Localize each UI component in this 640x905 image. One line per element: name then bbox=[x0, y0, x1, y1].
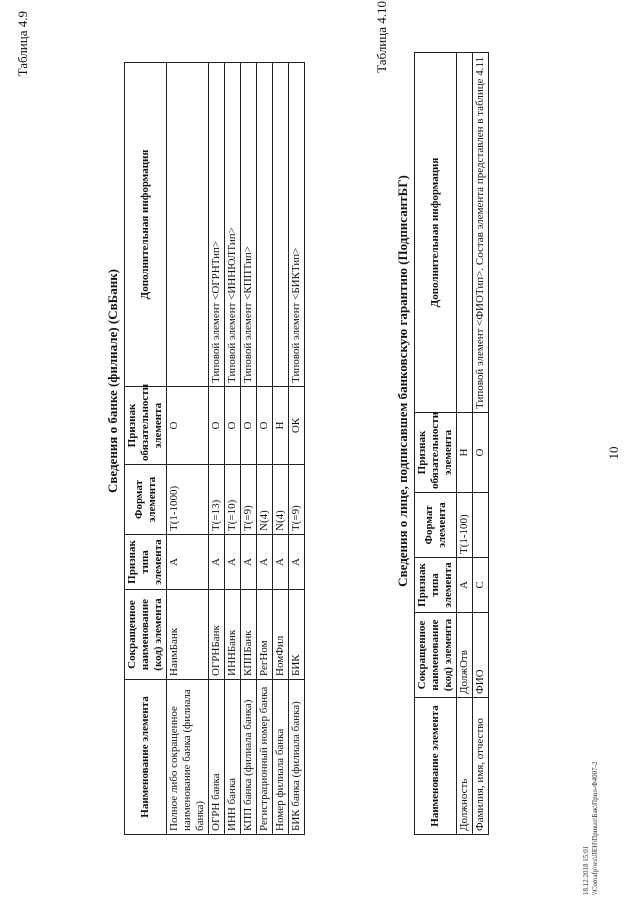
cell-code: КППБанк bbox=[241, 590, 257, 680]
header-cell: Дополнительная информация bbox=[125, 63, 167, 387]
footnote-path: \\Comafp\ws\ЛЕН\Приказ\Бак\Прил-Ф4007-2 bbox=[591, 761, 599, 895]
cell-code: НомФил bbox=[273, 590, 289, 680]
table-row bbox=[289, 63, 305, 835]
table-4-9-label: Таблица 4.9 bbox=[15, 11, 30, 77]
cell-format: N(4) bbox=[257, 465, 273, 535]
cell-info: Типовой элемент <ОГРНТип> bbox=[209, 63, 225, 387]
table-row bbox=[167, 63, 209, 835]
cell-code: РегНом bbox=[257, 590, 273, 680]
cell-name: Фамилия, имя, отчество bbox=[473, 698, 489, 835]
cell-code: НаимБанк bbox=[167, 590, 209, 680]
table-row bbox=[209, 63, 225, 835]
table-4-10-caption: Сведения о лице, подписавшем банковскую гарантию (ПодписантБГ) bbox=[395, 175, 410, 587]
cell-required: Н bbox=[273, 387, 289, 465]
header-cell: Сокращенное наименование (код) элемента bbox=[415, 613, 457, 698]
cell-code: БИК bbox=[289, 590, 305, 680]
cell-info bbox=[167, 63, 209, 387]
cell-required: О bbox=[225, 387, 241, 465]
cell-type: А bbox=[241, 535, 257, 590]
header-cell: Дополнительная информация bbox=[415, 53, 457, 413]
cell-code: ДолжОтв bbox=[457, 613, 473, 698]
table-4-9-caption: Сведения о банке (филиале) (СвБанк) bbox=[105, 268, 120, 494]
cell-format: T(=10) bbox=[225, 465, 241, 535]
cell-format: T(1-1000) bbox=[167, 465, 209, 535]
header-cell: Признак типа элемента bbox=[125, 535, 167, 590]
cell-code: ФИО bbox=[473, 613, 489, 698]
cell-required: О bbox=[209, 387, 225, 465]
cell-type: С bbox=[473, 558, 489, 613]
cell-name: Полное либо сокращенное наименование банка (филиала банка) bbox=[167, 680, 209, 835]
cell-info bbox=[273, 63, 289, 387]
table-4-10 bbox=[414, 52, 489, 835]
cell-name: Регистрационный номер банка bbox=[257, 680, 273, 835]
cell-type: А bbox=[273, 535, 289, 590]
table-row bbox=[457, 53, 473, 835]
cell-info: Типовой элемент <ИННЮЛТип> bbox=[225, 63, 241, 387]
cell-name: Должность bbox=[457, 698, 473, 835]
footnote-timestamp: 18.12.2018 15:01 bbox=[582, 845, 590, 895]
cell-name: КПП банка (филиала банка) bbox=[241, 680, 257, 835]
cell-info: Типовой элемент <БИКТип> bbox=[289, 63, 305, 387]
cell-info: Типовой элемент <ФИОТип>. Состав элемента представлен в таблице 4.11 bbox=[473, 53, 489, 413]
header-cell: Сокращенное наименование (код) элемента bbox=[125, 590, 167, 680]
file-path-footnote bbox=[582, 761, 600, 895]
header-cell: Наименование элемента bbox=[125, 680, 167, 835]
table-header-row bbox=[125, 63, 167, 835]
cell-required: О bbox=[257, 387, 273, 465]
cell-type: А bbox=[209, 535, 225, 590]
cell-code: ОГРНБанк bbox=[209, 590, 225, 680]
cell-required: О bbox=[241, 387, 257, 465]
table-4-10-label: Таблица 4.10 bbox=[374, 1, 389, 73]
cell-info bbox=[257, 63, 273, 387]
page-number: 10 bbox=[606, 446, 621, 460]
header-cell: Формат элемента bbox=[125, 465, 167, 535]
cell-type: А bbox=[225, 535, 241, 590]
cell-format: N(4) bbox=[273, 465, 289, 535]
cell-code: ИННБанк bbox=[225, 590, 241, 680]
cell-required: ОК bbox=[289, 387, 305, 465]
cell-required: О bbox=[167, 387, 209, 465]
cell-format: T(=9) bbox=[289, 465, 305, 535]
cell-name: Номер филиала банка bbox=[273, 680, 289, 835]
table-row bbox=[257, 63, 273, 835]
table-row bbox=[241, 63, 257, 835]
cell-format: T(=13) bbox=[209, 465, 225, 535]
header-cell: Признак типа элемента bbox=[415, 558, 457, 613]
table-header-row bbox=[415, 53, 457, 835]
cell-format bbox=[473, 493, 489, 558]
header-cell: Формат элемента bbox=[415, 493, 457, 558]
table-row bbox=[225, 63, 241, 835]
cell-info: Типовой элемент <КППТип> bbox=[241, 63, 257, 387]
header-cell: Наименование элемента bbox=[415, 698, 457, 835]
cell-format: T(1-100) bbox=[457, 493, 473, 558]
cell-required: О bbox=[473, 413, 489, 493]
cell-type: А bbox=[289, 535, 305, 590]
cell-type: А bbox=[257, 535, 273, 590]
cell-name: ОГРН банка bbox=[209, 680, 225, 835]
table-row bbox=[473, 53, 489, 835]
cell-info bbox=[457, 53, 473, 413]
cell-type: А bbox=[457, 558, 473, 613]
cell-type: А bbox=[167, 535, 209, 590]
table-4-9 bbox=[124, 62, 305, 835]
cell-format: T(=9) bbox=[241, 465, 257, 535]
cell-name: ИНН банка bbox=[225, 680, 241, 835]
table-row bbox=[273, 63, 289, 835]
header-cell: Признак обязательности элемента bbox=[125, 387, 167, 465]
header-cell: Признак обязательности элемента bbox=[415, 413, 457, 493]
cell-name: БИК банка (филиала банка) bbox=[289, 680, 305, 835]
cell-required: Н bbox=[457, 413, 473, 493]
